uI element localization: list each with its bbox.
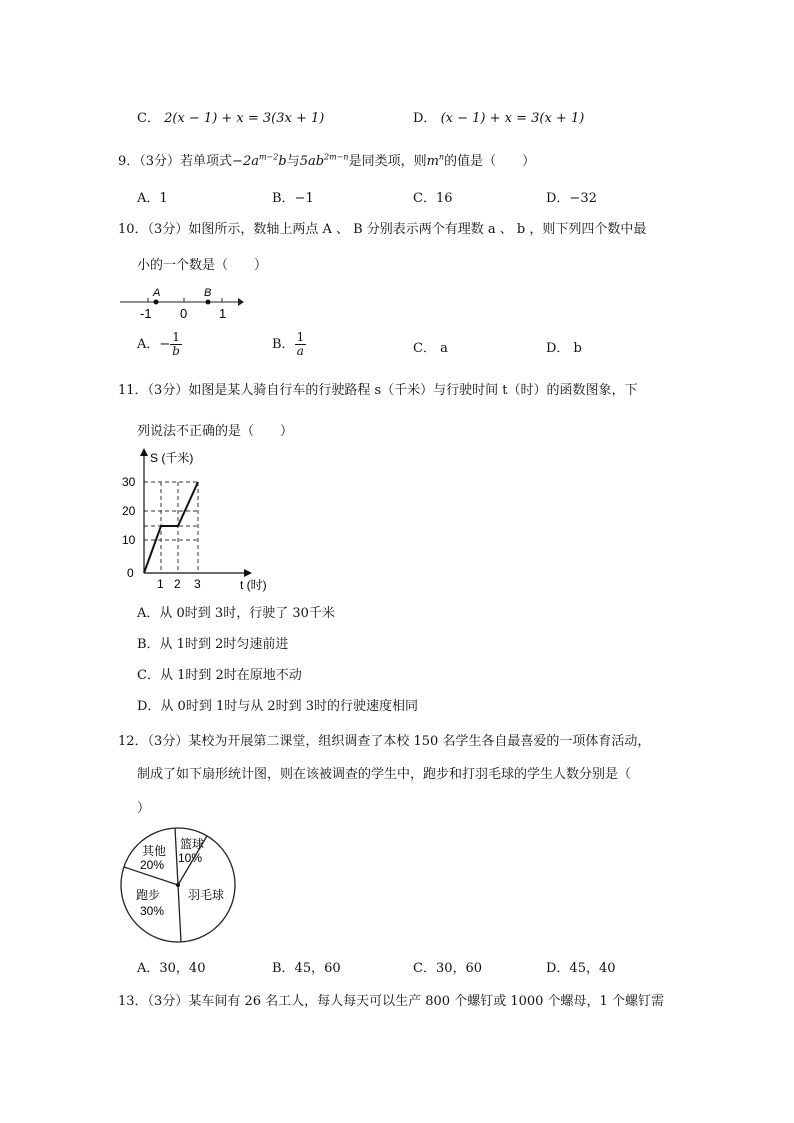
q12-option-d: D．45，40 <box>546 961 616 976</box>
tick-minus1-label: -1 <box>140 306 152 321</box>
q9-stem <box>118 150 535 169</box>
q9-text-c: 是同类项，则 <box>348 154 427 169</box>
x-axis-arrow <box>244 569 252 577</box>
q9-term1-b: b <box>278 154 287 169</box>
q9-text-a: 9．（3分）若单项式 <box>118 154 233 169</box>
graph-y-tick-0: 0 <box>127 566 134 580</box>
q11-stem-line2: 列说法不正确的是（ ） <box>137 424 294 439</box>
q12-option-b: B．45，60 <box>272 961 341 976</box>
q11-stem-line1: 11．（3分）如图是某人骑自行车的行驶路程 s（千米）与行驶时间 t（时）的函数图象，下 <box>118 383 638 398</box>
q12-stem-line2: 制成了如下扇形统计图，则在该被调查的学生中，跑步和打羽毛球的学生人数分别是（ <box>137 767 632 782</box>
q10-option-c: C． a <box>413 341 448 356</box>
q12-stem-line3: ） <box>137 801 151 816</box>
pie-label-running: 跑步 <box>136 888 161 902</box>
q8-option-c-label: C． <box>137 111 160 126</box>
pie-label-badminton: 羽毛球 <box>188 888 225 902</box>
graph-x-label: t (时) <box>240 578 267 592</box>
q10-option-d: D． b <box>546 341 582 356</box>
fraction-numerator: 1 <box>172 330 180 344</box>
q9-option-d: D．−32 <box>546 191 597 206</box>
graph-y-tick-30: 30 <box>122 475 136 489</box>
point-a-dot <box>154 300 159 305</box>
graph-y-tick-20: 20 <box>122 504 136 518</box>
pie-label-basketball: 篮球 <box>180 837 205 851</box>
q9-text-b: 与 <box>286 154 300 169</box>
number-line-arrow <box>238 298 244 306</box>
q8-option-d <box>413 107 584 126</box>
pie-pct-running: 30% <box>140 904 165 918</box>
q10-stem-line1: 10．（3分）如图所示，数轴上两点 A 、 B 分别表示两个有理数 a 、 b ，则下列四个数中最 <box>118 222 647 237</box>
q9-term2: 5ab <box>299 154 325 169</box>
q10-option-b-fraction <box>295 331 307 358</box>
q10-option-a <box>137 328 182 362</box>
q12-pie-chart <box>118 825 244 947</box>
q9-term1-exp: m−2 <box>258 152 279 162</box>
point-b-label: B <box>204 287 212 299</box>
graph-x-tick-2: 2 <box>174 577 181 591</box>
q9-term2-exp: 2m−n <box>324 152 349 162</box>
q11-option-b: B．从 1时到 2时匀速前进 <box>137 637 289 652</box>
pie-pct-other: 20% <box>140 858 165 872</box>
tick-zero-label: 0 <box>180 306 188 321</box>
q9-term3-exp: n <box>438 152 445 162</box>
q9-option-b: B．−1 <box>272 191 314 206</box>
q8-option-c-expr: 2(x − 1) + x = 3(3x + 1) <box>164 111 325 126</box>
q11-option-d: D．从 0时到 1时与从 2时到 3时的行驶速度相同 <box>137 699 419 714</box>
q8-option-d-label: D． <box>413 111 437 126</box>
q10-option-b <box>272 328 306 362</box>
q9-option-c: C．16 <box>413 191 453 206</box>
pie-label-other: 其他 <box>142 844 167 858</box>
q10-option-b-label: B． <box>272 337 295 352</box>
point-a-label: A <box>153 287 161 299</box>
q12-stem-line1: 12．（3分）某校为开展第二课堂，组织调查了本校 150 名学生各自最喜爱的一项体育活动， <box>118 734 651 749</box>
pie-pct-basketball: 10% <box>178 851 203 865</box>
q8-option-c <box>137 107 324 126</box>
q9-term1: −2a <box>232 154 259 169</box>
q9-text-d: 的值是（ ） <box>444 154 536 169</box>
pie-center <box>176 883 180 887</box>
point-b-dot <box>206 300 211 305</box>
fraction-numerator: 1 <box>296 330 305 344</box>
graph-function-line <box>144 482 198 573</box>
graph-x-tick-1: 1 <box>157 577 164 591</box>
q10-number-line <box>118 283 244 321</box>
fraction-denominator: a <box>296 344 304 358</box>
q10-option-a-label: A． <box>137 337 160 352</box>
graph-y-tick-10: 10 <box>122 533 136 547</box>
q8-option-d-expr: (x − 1) + x = 3(x + 1) <box>440 111 585 126</box>
q11-option-a: A．从 0时到 3时，行驶了 30千米 <box>137 606 335 621</box>
fraction-denominator: b <box>172 344 180 358</box>
q10-option-a-fraction <box>170 331 182 358</box>
q11-option-c: C．从 1时到 2时在原地不动 <box>137 668 302 683</box>
q9-option-a: A．1 <box>137 191 168 206</box>
q9-term3: m <box>426 154 439 169</box>
q13-stem-line1: 13．（3分）某车间有 26 名工人，每人每天可以生产 800 个螺钉或 1000 个螺母，1 个螺钉需 <box>118 994 664 1009</box>
q12-option-c: C．30，60 <box>413 961 483 976</box>
graph-x-tick-3: 3 <box>194 577 201 591</box>
y-axis-arrow <box>140 448 148 456</box>
q10-stem-line2: 小的一个数是（ ） <box>137 258 268 273</box>
q12-option-a: A．30，40 <box>137 961 206 976</box>
graph-y-label: S (千米) <box>150 451 194 465</box>
graph-guide-lines <box>144 482 198 573</box>
q10-option-a-sign: − <box>159 337 171 352</box>
tick-one-label: 1 <box>219 306 227 321</box>
q11-distance-time-graph <box>118 446 288 594</box>
